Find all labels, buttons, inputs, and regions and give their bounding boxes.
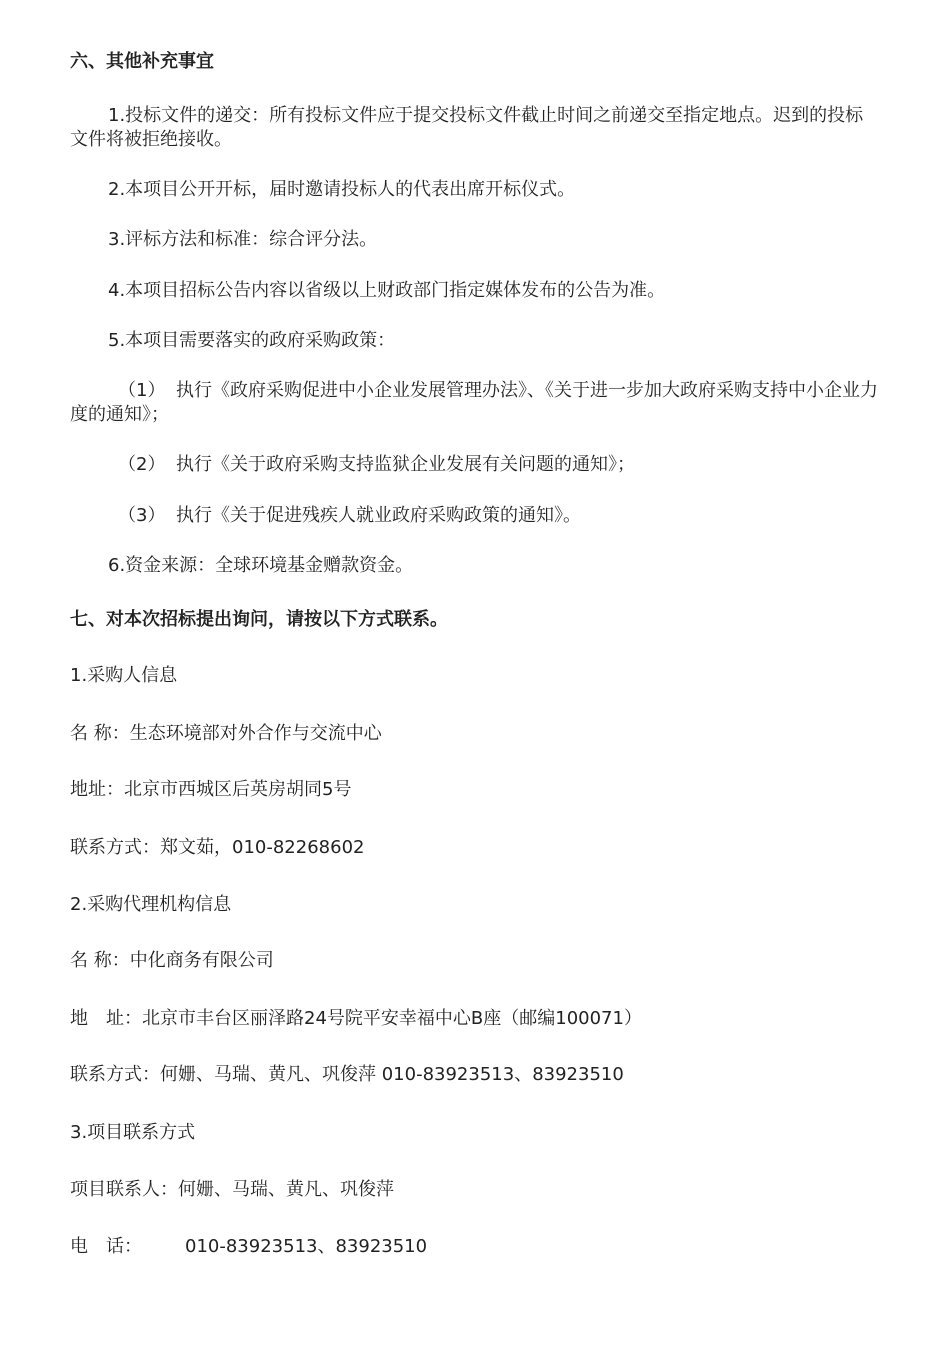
item-4-announcement: 4.本项目招标公告内容以省级以上财政部门指定媒体发布的公告为准。 [108,280,666,301]
item-6-funding: 6.资金来源：全球环境基金赠款资金。 [108,555,414,576]
agency-name [70,949,880,973]
policy-item-1 [70,379,880,427]
purchaser-name [70,722,880,746]
agency-contact-label: 联系方式： [70,1064,160,1085]
project-person [70,1178,880,1202]
project-person-label: 项目联系人： [70,1179,178,1200]
agency-contact [70,1063,880,1087]
project-phone-value: 010-83923513、83923510 [185,1236,428,1257]
purchaser-name-value: 生态环境部对外合作与交流中心 [129,723,382,744]
purchaser-contact [70,836,880,860]
purchaser-address [70,778,880,802]
purchaser-contact-label: 联系方式： [70,837,160,858]
agency-name-label: 名 称： [70,950,130,971]
policy-item-3 [70,504,880,528]
item-3-evaluation: 3.评标方法和标准：综合评分法。 [108,229,378,250]
agency-name-value: 中化商务有限公司 [129,950,274,971]
policy-item-1-number: （1） [118,380,166,401]
policy-item-2-number: （2） [118,454,166,475]
agency-heading: 2.采购代理机构信息 [70,894,232,915]
item-5-policy-heading: 5.本项目需要落实的政府采购政策： [108,330,396,351]
policy-item-3-text: 执行《关于促进残疾人就业政府采购政策的通知》。 [176,505,581,526]
project-phone-label: 电 话： [70,1236,142,1257]
policy-item-2 [70,453,880,477]
purchaser-name-label: 名 称： [70,723,130,744]
section-7-title: 七、对本次招标提出询问，请按以下方式联系。 [70,609,448,630]
policy-item-3-number: （3） [118,505,166,526]
item-1-submission: 1.投标文件的递交：所有投标文件应于提交投标文件截止时间之前递交至指定地点。迟到的投标文件将被拒绝接收。 [70,105,864,150]
policy-item-1-text: 执行《政府采购促进中小企业发展管理办法》、《关于进一步加大政府采购支持中小企业力度的通知》； [70,380,878,425]
agency-contact-value: 何姗、马瑞、黄凡、巩俊萍 010-83923513、83923510 [160,1064,624,1085]
section-6-title: 六、其他补充事宜 [70,51,214,72]
project-heading: 3.项目联系方式 [70,1122,196,1143]
purchaser-contact-value: 郑文茹，010-82268602 [160,837,365,858]
agency-address-value: 北京市丰台区丽泽路24号院平安幸福中心B座（邮编100071） [142,1008,642,1029]
purchaser-address-label: 地址： [70,779,124,800]
project-phone [70,1235,880,1259]
project-person-value: 何姗、马瑞、黄凡、巩俊萍 [178,1179,394,1200]
purchaser-heading: 1.采购人信息 [70,665,178,686]
policy-item-2-text: 执行《关于政府采购支持监狱企业发展有关问题的通知》； [176,454,635,475]
agency-address [70,1007,880,1031]
agency-address-label: 地 址： [70,1008,142,1029]
purchaser-address-value: 北京市西城区后英房胡同5号 [124,779,352,800]
item-2-opening: 2.本项目公开开标，届时邀请投标人的代表出席开标仪式。 [108,179,576,200]
